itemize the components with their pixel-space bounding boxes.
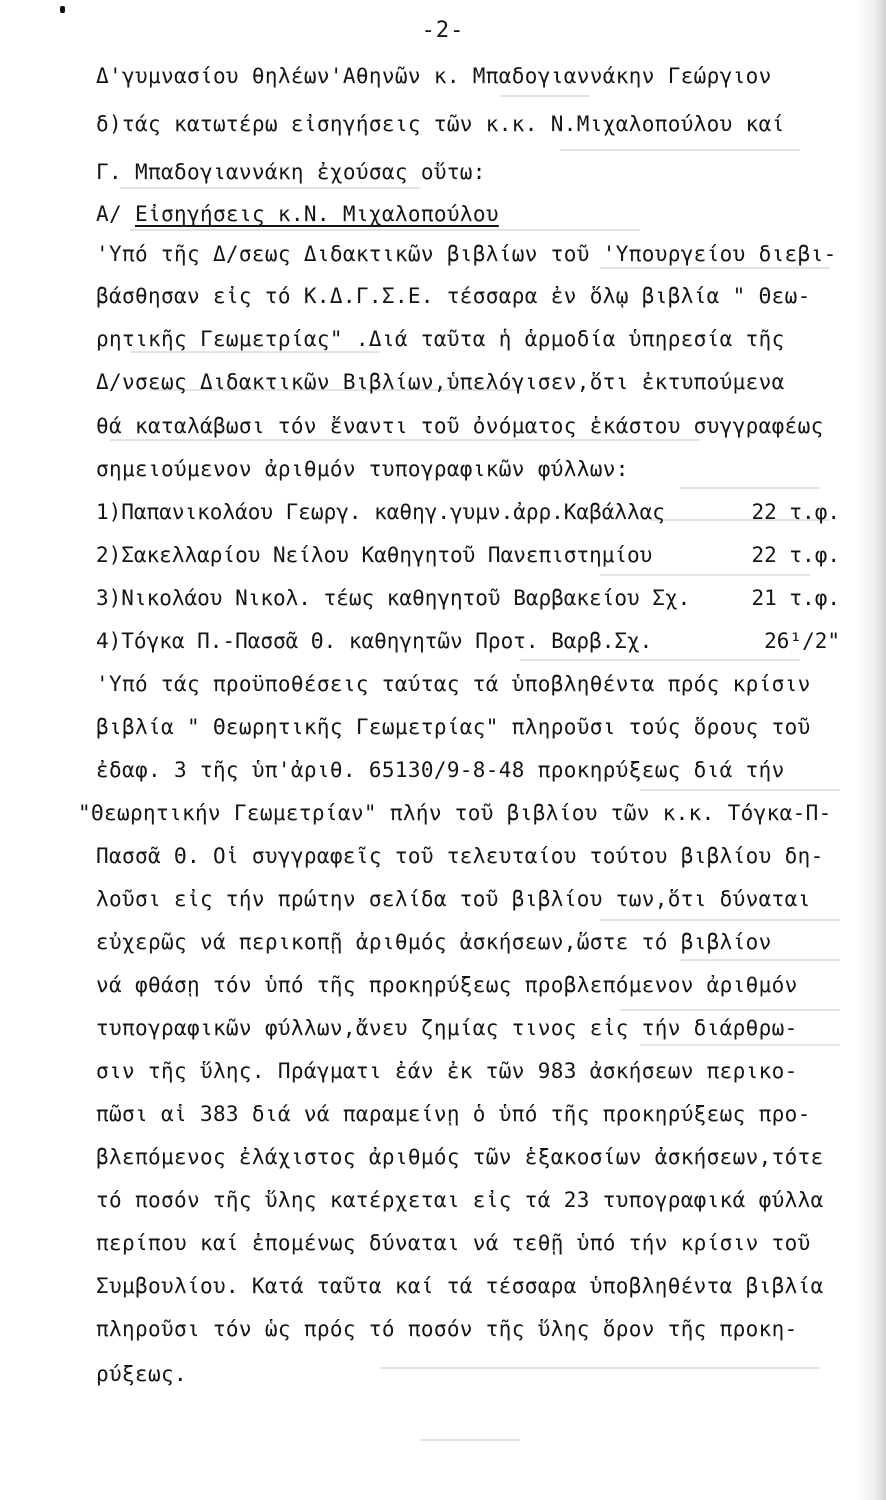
list-item-value: 21 τ.φ. [751,586,840,610]
text-line: Πασσᾶ Θ. Οἱ συγγραφεῖς τοῦ τελευταίου τούτου βιβλίου δη- [96,844,824,868]
text-line: βλεπόμενος ἐλάχιστος ἀριθμός τῶν ἑξακοσίων ἀσκήσεων,τότε [96,1145,824,1169]
text-line: πληροῦσι τόν ὡς πρός τό ποσόν τῆς ὕλης ὅρον τῆς προκη- [96,1317,798,1341]
text-line: Γ. Μπαδογιαννάκη ἐχούσας οὕτω: [96,160,486,184]
page-edge-shadow [856,0,886,1500]
text-line: τό ποσόν τῆς ὕλης κατέρχεται εἰς τά 23 τυπογραφικά φύλλα [96,1188,824,1212]
text-line: 'Υπό τῆς Δ/σεως Διδακτικῶν βιβλίων τοῦ 'Υπουργείου διεβι- [96,242,837,266]
text-line: 'Υπό τάς προϋποθέσεις ταύτας τά ὑποβληθέντα πρός κρίσιν [96,672,811,696]
list-item-text: 2)Σακελλαρίου Νείλου Καθηγητοῦ Πανεπιστημίου [96,543,653,567]
text-line: τυπογραφικῶν φύλλων,ἄνευ ζημίας τινος εἰς τήν διάρθρω- [96,1016,798,1040]
text-line: πῶσι αἱ 383 διά νά παραμείνῃ ὁ ὑπό τῆς προκηρύξεως προ- [96,1102,811,1126]
section-heading-title: Εἰσηγήσεις κ.Ν. Μιχαλοπούλου [135,202,499,226]
text-line: δ)τάς κατωτέρω εἰσηγήσεις τῶν κ.κ. Ν.Μιχαλοπούλου καί [96,112,785,136]
text-line: ρητικῆς Γεωμετρίας" .Διά ταῦτα ἡ ἁρμοδία ὑπηρεσία τῆς [96,327,785,351]
text-line: ἐδαφ. 3 τῆς ὑπ'ἀριθ. 65130/9-8-48 προκηρύξεως διά τήν [96,758,785,782]
text-line: λοῦσι εἰς τήν πρώτην σελίδα τοῦ βιβλίου των,ὅτι δύναται [96,887,811,911]
text-line: ρύξεως. [96,1362,187,1386]
list-item-text: 4)Τόγκα Π.-Πασσᾶ Θ. καθηγητῶν Προτ. Βαρβ.Σχ. [96,629,653,653]
text-line: "Θεωρητικήν Γεωμετρίαν" πλήν τοῦ βιβλίου τῶν κ.κ. Τόγκα-Π- [78,801,832,825]
list-item-text: 1)Παπανικολάου Γεωργ. καθηγ.γυμν.ἀρρ.Καβάλλας [96,500,665,524]
text-line: Δ'γυμνασίου θηλέων'Αθηνῶν κ. Μπαδογιαννάκην Γεώργιον [96,64,772,88]
list-item-value: 26¹/2" [764,629,840,653]
text-line: Συμβουλίου. Κατά ταῦτα καί τά τέσσαρα ὑποβληθέντα βιβλία [96,1274,824,1298]
text-line: εὐχερῶς νά περικοπῇ ἀριθμός ἀσκήσεων,ὥστε τό βιβλίον [96,930,772,954]
text-line: σημειούμενον ἀριθμόν τυπογραφικῶν φύλλων: [96,457,629,481]
ink-mark [60,6,65,13]
section-heading-prefix: A/ [96,202,122,226]
page-number: -2- [421,18,465,43]
text-line: θά καταλάβωσι τόν ἔναντι τοῦ ὀνόματος ἑκάστου συγγραφέως [96,414,824,438]
text-line: Δ/νσεως Διδακτικῶν Βιβλίων,ὑπελόγισεν,ὅτι ἐκτυπούμενα [96,370,785,394]
text-line: περίπου καί ἐπομένως δύναται νά τεθῇ ὑπό τήν κρίσιν τοῦ [96,1231,811,1255]
text-line: σιν τῆς ὕλης. Πράγματι ἐάν ἐκ τῶν 983 ἀσκήσεων περικο- [96,1059,798,1083]
section-heading [96,200,499,228]
text-line: νά φθάσῃ τόν ὑπό τῆς προκηρύξεως προβλεπόμενον ἀριθμόν [96,973,798,997]
list-item-value: 22 τ.φ. [751,500,840,524]
list-item-value: 22 τ.φ. [751,543,840,567]
list-item-text: 3)Νικολάου Νικολ. τέως καθηγητοῦ Βαρβακείου Σχ. [96,586,691,610]
text-line: βάσθησαν εἰς τό Κ.Δ.Γ.Σ.Ε. τέσσαρα ἐν ὅλῳ βιβλία " Θεω- [96,284,811,308]
text-line: βιβλία " Θεωρητικῆς Γεωμετρίας" πληροῦσι τούς ὅρους τοῦ [96,715,811,739]
